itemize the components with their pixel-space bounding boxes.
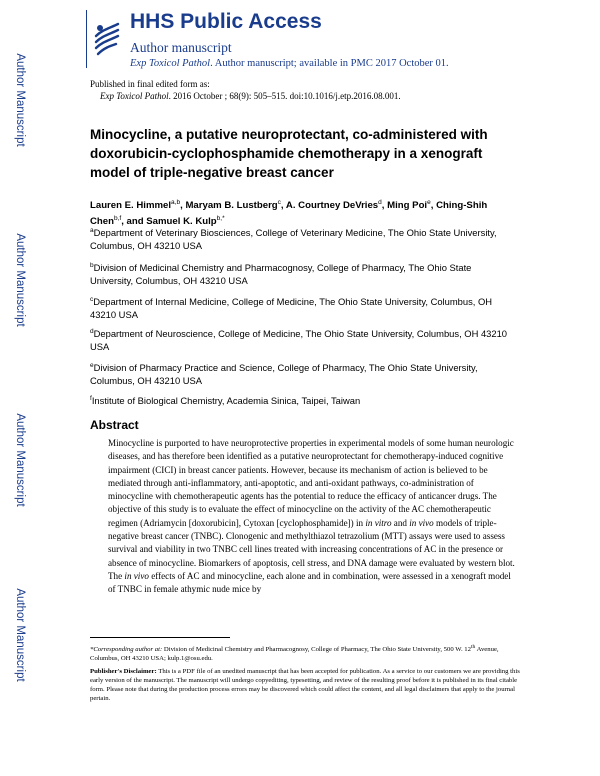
author-name: Lauren E. Himmel [90,200,172,212]
author-sup: d [378,199,382,206]
affiliation-c: $^c$Department of Internal Medicine, College of Medicine, The Ohio State University, Columbus, OH 43210 USA [90,296,493,321]
side-label-2: Author Manuscript [14,233,26,327]
header-divider [86,10,87,68]
publisher-disclaimer: Publisher's Disclaimer: This is a PDF file of an unedited manuscript that has been accepted for publication. As a service to our customers we are providing this early version of the manuscript. The manuscript will undergo copyediting, typesetting, and review of the resulting proof before it is published in its final citable form. Please note that during the production process errors may be discovered which could affect the content, and all legal disclaimers that apply to the journal pertain. [90,668,520,702]
author-sup: a,b [171,199,181,206]
author-sup: b,* [216,215,225,223]
affiliation-f: $^f$Institute of Biological Chemistry, Academia Sinica, Taipei, Taiwan [90,395,361,407]
hhs-title: HHS Public Access [130,10,322,33]
author-manuscript-subtitle: Author manuscript [130,40,232,55]
affiliation-e: $^e$Division of Pharmacy Practice and Science, College of Pharmacy, The Ohio State University, Columbus, OH 43210 USA [90,362,478,387]
affiliation-b: $^b$Division of Medicinal Chemistry and Pharmacognosy, College of Pharmacy, The Ohio State University, Columbus, OH 43210 USA [90,262,472,287]
side-label-3: Author Manuscript [14,413,26,507]
affiliation-d: $^d$Department of Neuroscience, College of Medicine, The Ohio State University, Columbus, OH 43210 USA [90,328,508,353]
author-name: Ching-Shih Chen [90,200,488,228]
author-sup: b,f [113,215,122,223]
availability-line [130,58,449,69]
abstract-body: Minocycline is purported to have neuroprotective properties in experimental models of some human neurologic diseases, and has therefore been identified as a putative neuroprotectant for chemotherapy-induced cognitive impairment (CICI) in breast cancer patients. However, because its mechanism of action is believed to be mediated through anti-inflammatory, anti-apoptotic, and anti-oxidant pathways, co-administration of minocycline with chemotherapeutic agents has the potential to reduce the efficacy of anticancer drugs. The objective of this study is to evaluate the effect of minocycline on the activity of the AC chemotherapeutic regimen (Adriamycin [doxorubicin], Cytoxan [cyclophosphamide]) in in vitro and in vivo models of triple-negative breast cancer (TNBC). Clonogenic and methylthiazol tetrazolium (MTT) assays were used to assess survival and viability in two TNBC cell lines treated with increasing concentrations of AC in the presence or absence of minocycline. Biomarkers of apoptosis, cell stress, and DNA damage were evaluated by western blot. The in vivo effects of AC and minocycline, each alone and in combination, were assessed in a xenograft model of TNBC in female athymic nude mice by [108,438,515,595]
article-title: Minocycline, a putative neuroprotectant, co-administered with doxorubicin-cyclophosphamide chemotherapy in a xenograft model of triple-negative breast cancer [90,127,488,180]
footnote-rule [90,637,230,638]
side-label-1: Author Manuscript [14,53,26,147]
hhs-eagle-logo-icon [92,18,122,62]
author-sup: e [427,199,431,206]
author-name: A. Courtney DeVries [285,200,379,212]
citation-text: . 2016 October ; 68(9): 505–515. doi:10.1016/j.etp.2016.08.001. [168,91,401,101]
author-name: Maryam B. Lustberg [185,200,278,212]
author-name: Ming Poi [387,200,428,212]
side-label-4: Author Manuscript [14,588,26,682]
author-name: Samuel K. Kulp [146,216,217,228]
availability-text: . Author manuscript; available in PMC 2017 October 01. [210,58,449,69]
citation-line [100,91,401,101]
corresponding-author-footnote: *Corresponding author at: Division of Medicinal Chemistry and Pharmacognosy, College of Pharmacy, The Ohio State University, 500 W. 12th Avenue, Columbus, OH 43210 USA; kulp.1@osu.edu. [90,644,499,663]
published-label: Published in final edited form as: [90,79,210,89]
author-list: Lauren E. Himmel$^{a,b}$, Maryam B. Lustberg$^c$, A. Courtney DeVries$^d$, Ming Poi$^e$, Ching-Shih Chen$^{b,f}$, and Samuel K. Kulp$^{b,*}$ [90,199,488,228]
citation-journal: Exp Toxicol Pathol [100,91,169,101]
author-sup: c [277,199,281,206]
abstract-heading: Abstract [90,418,139,432]
journal-abbrev: Exp Toxicol Pathol [130,58,211,69]
affiliation-a: $^a$Department of Veterinary Biosciences, College of Veterinary Medicine, The Ohio State University, Columbus, OH 43210 USA [90,227,497,252]
